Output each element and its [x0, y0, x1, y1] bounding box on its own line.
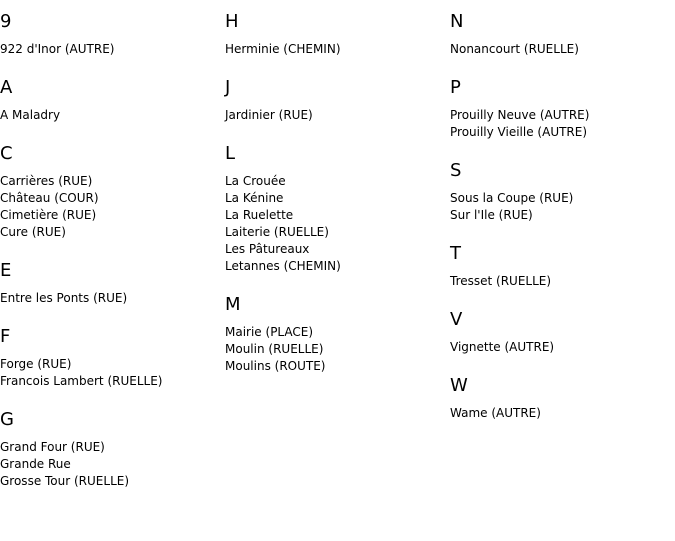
- street-item[interactable]: Sur l'Ile (RUE): [450, 208, 533, 222]
- letter-group: [0, 398, 162, 498]
- street-item[interactable]: Moulins (ROUTE): [225, 359, 326, 373]
- street-list: [450, 331, 589, 364]
- street-item[interactable]: Cure (RUE): [0, 225, 66, 239]
- letter-group: [450, 298, 589, 364]
- letter-group: [0, 315, 162, 398]
- letter-group: [225, 0, 341, 66]
- street-item[interactable]: 922 d'Inor (AUTRE): [0, 42, 115, 56]
- street-item[interactable]: Tresset (RUELLE): [450, 274, 552, 288]
- letter-heading: S: [450, 160, 462, 181]
- street-item[interactable]: Prouilly Neuve (AUTRE): [450, 108, 590, 122]
- street-list: [450, 33, 589, 66]
- letter-group: [450, 149, 589, 232]
- street-item[interactable]: Moulin (RUELLE): [225, 342, 324, 356]
- street-list: [450, 99, 589, 149]
- letter-group: [450, 364, 589, 430]
- letter-group: [225, 283, 341, 383]
- letter-heading: C: [0, 143, 13, 164]
- street-item[interactable]: Francois Lambert (RUELLE): [0, 374, 163, 388]
- street-item[interactable]: Forge (RUE): [0, 357, 72, 371]
- letter-heading: V: [450, 309, 463, 330]
- letter-group: [0, 249, 162, 315]
- street-item[interactable]: Herminie (CHEMIN): [225, 42, 341, 56]
- street-item[interactable]: A Maladry: [0, 108, 61, 122]
- letter-heading: N: [450, 11, 464, 32]
- letter-group: [0, 132, 162, 249]
- street-list: [450, 182, 589, 232]
- letter-heading: H: [225, 11, 239, 32]
- street-item[interactable]: Cimetière (RUE): [0, 208, 97, 222]
- letter-heading: E: [0, 260, 12, 281]
- street-item[interactable]: Vignette (AUTRE): [450, 340, 555, 354]
- street-item[interactable]: Les Pâtureaux: [225, 242, 310, 256]
- letter-heading: T: [450, 243, 461, 264]
- street-item[interactable]: Letannes (CHEMIN): [225, 259, 341, 273]
- street-list: [225, 165, 341, 283]
- street-list: [0, 431, 162, 498]
- street-item[interactable]: Laiterie (RUELLE): [225, 225, 329, 239]
- letter-group: [225, 132, 341, 283]
- letter-heading: G: [0, 409, 14, 430]
- letter-heading: W: [450, 375, 468, 396]
- street-item[interactable]: La Kénine: [225, 191, 284, 205]
- street-list: [450, 397, 589, 430]
- street-index-column-1: [0, 0, 162, 498]
- street-item[interactable]: Nonancourt (RUELLE): [450, 42, 579, 56]
- street-list: [0, 282, 162, 315]
- street-list: [0, 33, 162, 66]
- street-item[interactable]: Jardinier (RUE): [225, 108, 313, 122]
- letter-heading: A: [0, 77, 13, 98]
- street-list: [0, 165, 162, 249]
- street-item[interactable]: Grosse Tour (RUELLE): [0, 474, 130, 488]
- street-list: [225, 316, 341, 383]
- letter-group: [450, 232, 589, 298]
- street-item[interactable]: La Crouée: [225, 174, 286, 188]
- street-item[interactable]: Sous la Coupe (RUE): [450, 191, 574, 205]
- street-list: [225, 99, 341, 132]
- street-item[interactable]: La Ruelette: [225, 208, 294, 222]
- street-item[interactable]: Grand Four (RUE): [0, 440, 105, 454]
- street-list: [225, 33, 341, 66]
- letter-heading: P: [450, 77, 461, 98]
- street-index-column-3: [450, 0, 589, 430]
- street-item[interactable]: Wame (AUTRE): [450, 406, 541, 420]
- letter-heading: 9: [0, 11, 12, 32]
- street-item[interactable]: Château (COUR): [0, 191, 99, 205]
- letter-group: [225, 66, 341, 132]
- letter-heading: L: [225, 143, 236, 164]
- street-list: [450, 265, 589, 298]
- letter-group: [0, 66, 162, 132]
- letter-heading: M: [225, 294, 241, 315]
- letter-group: [0, 0, 162, 66]
- street-item[interactable]: Entre les Ponts (RUE): [0, 291, 128, 305]
- street-item[interactable]: Carrières (RUE): [0, 174, 93, 188]
- street-list: [0, 348, 162, 398]
- street-item[interactable]: Grande Rue: [0, 457, 71, 471]
- street-list: [0, 99, 162, 132]
- letter-heading: F: [0, 326, 11, 347]
- street-item[interactable]: Prouilly Vieille (AUTRE): [450, 125, 588, 139]
- letter-group: [450, 0, 589, 66]
- street-index-column-2: [225, 0, 341, 383]
- street-item[interactable]: Mairie (PLACE): [225, 325, 314, 339]
- letter-group: [450, 66, 589, 149]
- letter-heading: J: [225, 77, 231, 98]
